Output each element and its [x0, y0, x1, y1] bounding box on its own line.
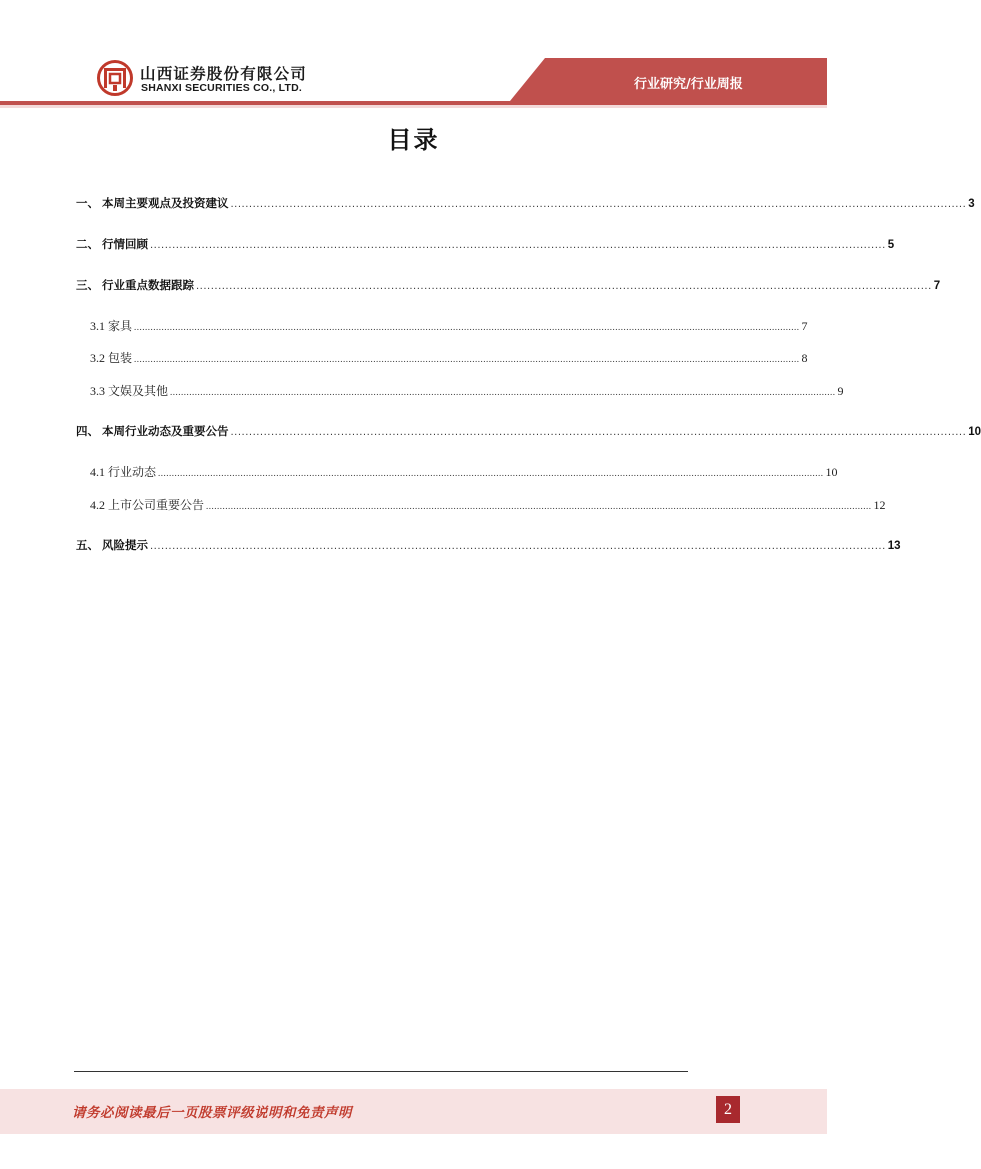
toc-leader-dots: ..................................................................................................................................................................................................................................................: [134, 322, 800, 332]
toc-entry-label: 包装: [108, 351, 133, 365]
toc-entry-section-3-1[interactable]: [90, 317, 808, 334]
toc-entry-label: 行情回顾: [102, 237, 148, 251]
toc-entry-section-3-3[interactable]: [90, 382, 844, 399]
toc-entry-page: 7: [933, 280, 941, 292]
toc-entry-number: 一、: [76, 196, 99, 210]
toc-entry-section-5[interactable]: [76, 537, 901, 553]
toc-entry-section-4-2[interactable]: [90, 496, 886, 513]
toc-entry-section-3[interactable]: [76, 277, 941, 293]
footer-disclaimer: 请务必阅读最后一页股票评级说明和免责声明: [72, 1105, 352, 1121]
toc-leader-dots: ..................................................................................................................................................................................................................................................: [134, 354, 800, 364]
toc-entry-page: 5: [887, 239, 895, 251]
toc-entry-label: 行业重点数据跟踪: [102, 278, 194, 292]
toc-entry-section-3-2[interactable]: [90, 349, 808, 366]
toc-leader-dots: ..................................................................................................................................................................................................................................................: [206, 501, 872, 511]
toc-entry-section-4[interactable]: [76, 423, 981, 439]
company-name-cn: 山西证券股份有限公司: [140, 65, 308, 83]
toc-leader-dots: ........................................................................................................................................................................................................: [150, 240, 886, 251]
toc-entry-label: 上市公司重要公告: [108, 498, 205, 512]
toc-entry-number: 3.1: [90, 319, 105, 333]
toc-entry-page: 3: [968, 198, 975, 210]
toc-entry-number: 三、: [76, 278, 99, 292]
page-number: 2: [716, 1096, 740, 1123]
toc-leader-dots: ........................................................................................................................................................................................................: [230, 199, 967, 210]
toc-leader-dots: ........................................................................................................................................................................................................: [150, 541, 886, 552]
company-name-en: SHANXI SECURITIES CO., LTD.: [141, 82, 302, 94]
toc-entry-page: 10: [968, 426, 981, 438]
toc-entry-section-2[interactable]: [76, 236, 895, 252]
toc-entry-label: 行业动态: [108, 465, 157, 479]
toc-entry-number: 二、: [76, 237, 99, 251]
toc-entry-label: 家具: [108, 319, 133, 333]
toc-entry-number: 3.3: [90, 384, 105, 398]
page-header: [0, 0, 827, 112]
toc-entry-page: 13: [887, 540, 901, 552]
toc-entry-page: 12: [873, 498, 886, 512]
toc-entry-page: 9: [837, 384, 844, 398]
toc-entry-label: 文娱及其他: [108, 384, 169, 398]
report-type-tag: 行业研究/行业周报: [634, 77, 743, 92]
toc-entry-label: 本周行业动态及重要公告: [102, 424, 229, 438]
toc-entry-label: 风险提示: [102, 538, 148, 552]
toc-entry-page: 8: [801, 351, 808, 365]
toc-entry-number: 3.2: [90, 351, 105, 365]
shanxi-securities-logo-icon: [97, 60, 133, 96]
toc-entry-section-4-1[interactable]: [90, 463, 838, 480]
toc-entry-page: 10: [825, 465, 838, 479]
toc-entry-number: 五、: [76, 538, 99, 552]
toc-entry-number: 4.1: [90, 465, 105, 479]
page-title: 目录: [387, 126, 440, 154]
toc-entry-label: 本周主要观点及投资建议: [102, 196, 229, 210]
toc-leader-dots: ..................................................................................................................................................................................................................................................: [158, 468, 824, 478]
footer-divider: [74, 1071, 688, 1072]
toc-entry-number: 4.2: [90, 498, 105, 512]
toc-entry-number: 四、: [76, 424, 99, 438]
toc-entry-section-1[interactable]: [76, 195, 975, 211]
toc-leader-dots: ........................................................................................................................................................................................................: [230, 427, 967, 438]
toc-leader-dots: ..................................................................................................................................................................................................................................................: [170, 387, 836, 397]
toc-leader-dots: ........................................................................................................................................................................................................: [196, 281, 932, 292]
toc-entry-page: 7: [801, 319, 808, 333]
